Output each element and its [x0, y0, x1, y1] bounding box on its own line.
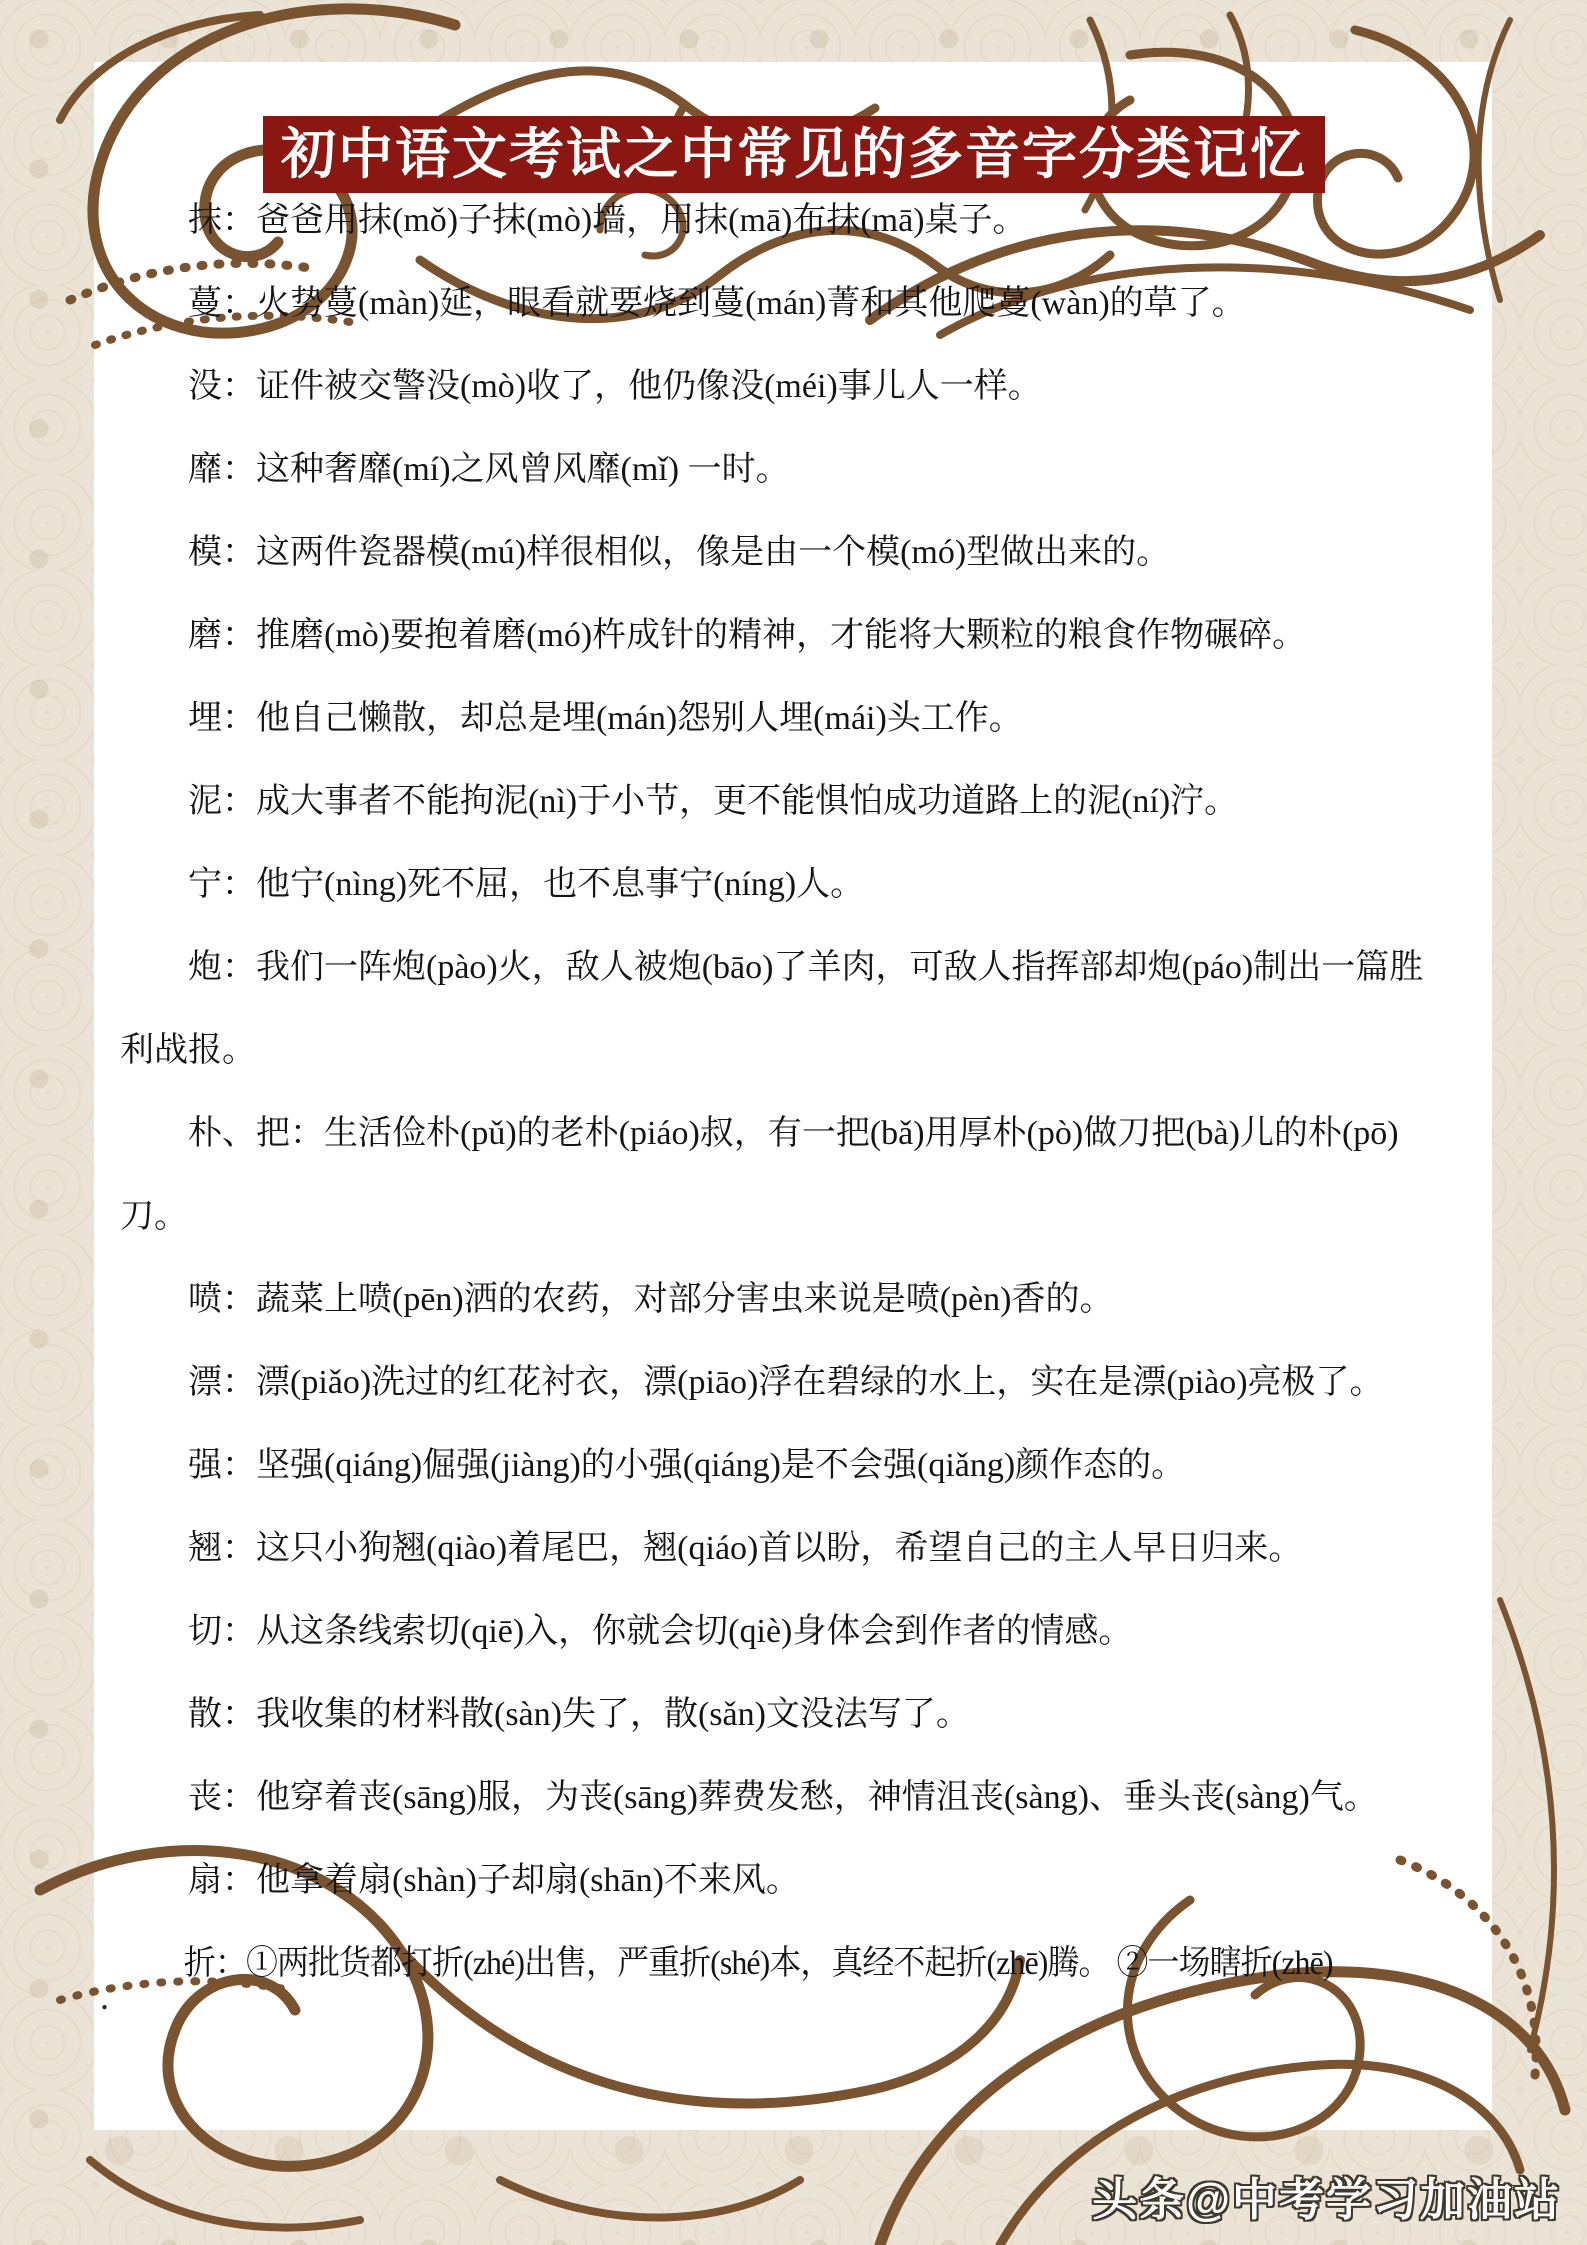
entry-line: 刀。	[120, 1198, 188, 1235]
entry-line: 宁：他宁(nìng)死不屈，也不息事宁(níng)人。	[188, 866, 865, 903]
entry-line: 抹：爸爸用抹(mǒ)子抹(mò)墙，用抹(mā)布抹(mā)桌子。	[188, 202, 1027, 239]
entry-line: 散：我收集的材料散(sàn)失了，散(sǎn)文没法写了。	[188, 1696, 970, 1733]
entry-line: 扇：他拿着扇(shàn)子却扇(shān)不来风。	[188, 1862, 800, 1899]
entry-line: 强：坚强(qiáng)倔强(jiàng)的小强(qiáng)是不会强(qiǎng)颜作态的。	[188, 1447, 1186, 1484]
entry-line: 炮：我们一阵炮(pào)火，敌人被炮(bāo)了羊肉，可敌人指挥部却炮(páo)制出一篇胜	[188, 949, 1424, 986]
entry-line: 翘：这只小狗翘(qiào)着尾巴，翘(qiáo)首以盼，希望自己的主人早日归来。	[188, 1530, 1303, 1567]
page-title: 初中语文考试之中常见的多音字分类记忆	[280, 124, 1307, 185]
entries-list	[120, 179, 1480, 2005]
entry-line: 磨：推磨(mò)要抱着磨(mó)杵成针的精神，才能将大颗粒的粮食作物碾碎。	[188, 617, 1307, 654]
entry-line: 折：①两批货都打折(zhé)出售，严重折(shé)本，真经不起折(zhē)腾。 ②一场瞎折(zhē)	[183, 1945, 1333, 1982]
entry-line: 靡：这种奢靡(mí)之风曾风靡(mǐ) 一时。	[188, 451, 790, 488]
entry-line: 朴、把：生活俭朴(pǔ)的老朴(piáo)叔，有一把(bǎ)用厚朴(pò)做刀把(bà)儿的朴(pō)	[188, 1115, 1399, 1152]
entry-line: 埋：他自己懒散，却总是埋(mán)怨别人埋(mái)头工作。	[188, 700, 1023, 737]
entry-line: 切：从这条线索切(qiē)入，你就会切(qiè)身体会到作者的情感。	[188, 1613, 1133, 1650]
entry-line: 没：证件被交警没(mò)收了，他仍像没(méi)事儿人一样。	[188, 368, 1042, 405]
entry-line: 喷：蔬菜上喷(pēn)洒的农药，对部分害虫来说是喷(pèn)香的。	[188, 1281, 1114, 1318]
entry-line: 蔓：火势蔓(màn)延，眼看就要烧到蔓(mán)菁和其他爬蔓(wàn)的草了。	[188, 285, 1246, 322]
entry-line: 泥：成大事者不能拘泥(nì)于小节，更不能惧怕成功道路上的泥(ní)泞。	[188, 783, 1239, 820]
entry-line: 模：这两件瓷器模(mú)样很相似，像是由一个模(mó)型做出来的。	[188, 534, 1171, 571]
watermark: 头条@中考学习加油站	[1092, 2174, 1561, 2225]
stray-period: .	[100, 1977, 109, 2017]
entry-line: 利战报。	[120, 1032, 256, 1069]
entry-line: 丧：他穿着丧(sāng)服，为丧(sāng)葬费发愁，神情沮丧(sàng)、垂头丧(sàng)气。	[188, 1779, 1378, 1816]
entry-line: 漂：漂(piǎo)洗过的红花衬衣，漂(piāo)浮在碧绿的水上，实在是漂(piào)亮极了。	[188, 1364, 1384, 1401]
